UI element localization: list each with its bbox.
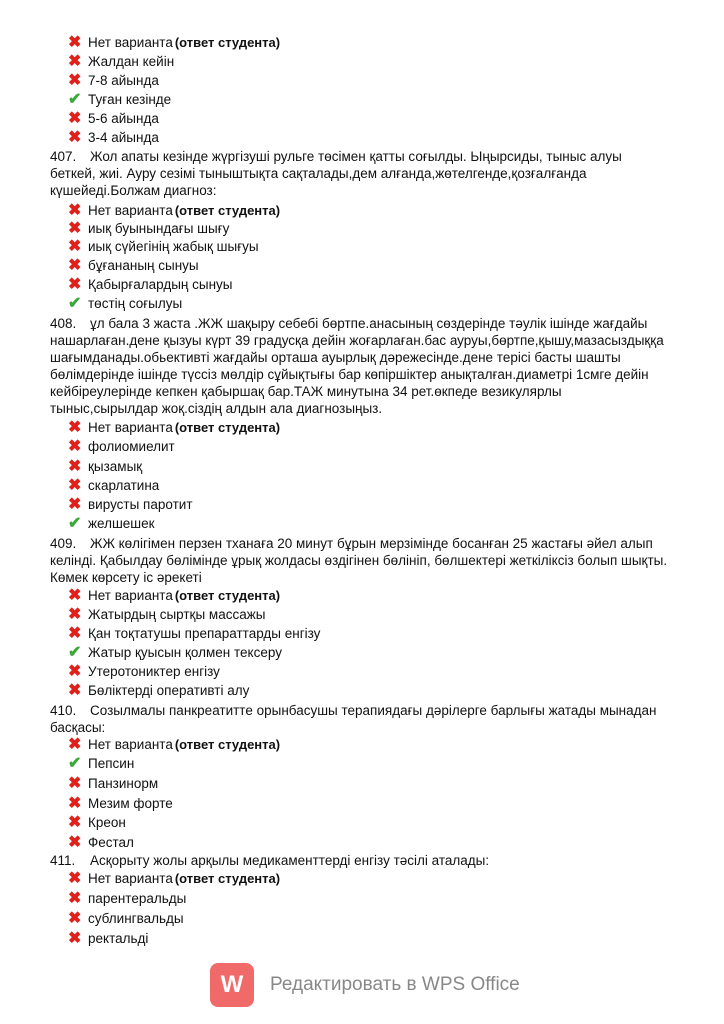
wps-edit-label: Редактировать в WPS Office xyxy=(270,974,520,995)
option-408-3: ✖ қызамық xyxy=(68,458,143,475)
option-410-3: ✖ Панзинорм xyxy=(68,775,159,792)
wps-logo-icon: W xyxy=(210,963,254,1007)
question-411: 411. Асқорыту жолы арқылы медикаменттерді енгізу тәсілі аталады: xyxy=(50,853,490,868)
option-406-6: ✖ 3-4 айында xyxy=(68,129,159,146)
wrong-mark-icon: ✖ xyxy=(68,202,82,219)
option-406-2: ✖ Жалдан кейін xyxy=(68,53,175,70)
option-409-2: ✖ Жатырдың сыртқы массажы xyxy=(68,606,266,623)
option-411-4: ✖ ректальді xyxy=(68,930,149,947)
question-409: 409. ЖЖ көлігімен перзен тханаға 20 минут бұрын мерзімінде босанған 25 жастағы әйел алып келінді. Қабылдау бөлімінде ұрық жолдасы өздігінен бөлініп, бөлшектері жеткіліксіз болып шықты. Көмек көрсету іс әрекеті xyxy=(50,536,668,585)
option-409-3: ✖ Қан тоқтатушы препараттарды енгізу xyxy=(68,625,321,642)
wrong-mark-icon: ✖ xyxy=(68,930,82,947)
option-406-3: ✖ 7-8 айында xyxy=(68,72,159,89)
wrong-mark-icon: ✖ xyxy=(68,910,82,927)
wrong-mark-icon: ✖ xyxy=(68,220,82,237)
wrong-mark-icon: ✖ xyxy=(68,870,82,887)
wrong-mark-icon: ✖ xyxy=(68,775,82,792)
option-406-5: ✖ 5-6 айында xyxy=(68,110,159,127)
wrong-mark-icon: ✖ xyxy=(68,625,82,642)
wrong-mark-icon: ✖ xyxy=(68,458,82,475)
option-408-4: ✖ скарлатина xyxy=(68,477,160,494)
check-mark-icon: ✔ xyxy=(68,515,82,532)
check-mark-icon: ✔ xyxy=(68,755,82,772)
option-406-1: ✖ Нет варианта (ответ студента) xyxy=(68,34,281,51)
wps-edit-banner[interactable] xyxy=(210,962,530,1008)
question-410: 410. Созылмалы панкреатитте орынбасушы терапиядағы дәрілерге барлығы жатады мынадан басқасы: xyxy=(50,703,657,735)
wrong-mark-icon: ✖ xyxy=(68,129,82,146)
check-mark-icon: ✔ xyxy=(68,295,82,312)
wrong-mark-icon: ✖ xyxy=(68,890,82,907)
option-406-4: ✔ Туған кезінде xyxy=(68,91,172,108)
option-407-5: ✖ Қабырғалардың сынуы xyxy=(68,276,233,293)
option-408-2: ✖ фолиомиелит xyxy=(68,438,175,455)
wrong-mark-icon: ✖ xyxy=(68,110,82,127)
check-mark-icon: ✔ xyxy=(68,91,82,108)
wrong-mark-icon: ✖ xyxy=(68,496,82,513)
wrong-mark-icon: ✖ xyxy=(68,72,82,89)
option-411-2: ✖ парентеральды xyxy=(68,890,187,907)
wrong-mark-icon: ✖ xyxy=(68,663,82,680)
option-407-4: ✖ бұғананың сынуы xyxy=(68,257,199,274)
option-408-6: ✔ желшешек xyxy=(68,515,155,532)
wrong-mark-icon: ✖ xyxy=(68,257,82,274)
wrong-mark-icon: ✖ xyxy=(68,606,82,623)
wrong-mark-icon: ✖ xyxy=(68,587,82,604)
check-mark-icon: ✔ xyxy=(68,644,82,661)
option-410-6: ✖ Фестал xyxy=(68,834,134,851)
wrong-mark-icon: ✖ xyxy=(68,736,82,753)
option-411-3: ✖ сублингвальды xyxy=(68,910,184,927)
wrong-mark-icon: ✖ xyxy=(68,419,82,436)
wrong-mark-icon: ✖ xyxy=(68,53,82,70)
question-407: 407. Жол апаты кезінде жүргізуші рульге төсімен қатты соғылды. Ыңырсиды, тыныс алуы беткей, жиі. Ауру сезімі тыныштықта сақталады,дем алғанда,жөтелгенде,қозғалғанда күшейеді.Болжам диагноз: xyxy=(50,149,622,198)
wrong-mark-icon: ✖ xyxy=(68,682,82,699)
wrong-mark-icon: ✖ xyxy=(68,477,82,494)
option-407-2: ✖ иық буынындағы шығу xyxy=(68,220,230,237)
wrong-mark-icon: ✖ xyxy=(68,834,82,851)
wrong-mark-icon: ✖ xyxy=(68,795,82,812)
wrong-mark-icon: ✖ xyxy=(68,34,82,51)
option-411-1: ✖ Нет варианта (ответ студента) xyxy=(68,870,281,887)
option-409-1: ✖ Нет варианта (ответ студента) xyxy=(68,587,281,604)
option-409-4: ✔ Жатыр қуысын қолмен тексеру xyxy=(68,644,282,661)
option-408-5: ✖ вирусты паротит xyxy=(68,496,193,513)
option-407-6: ✔ төстің соғылуы xyxy=(68,295,183,312)
option-408-1: ✖ Нет варианта (ответ студента) xyxy=(68,419,281,436)
option-410-1: ✖ Нет варианта (ответ студента) xyxy=(68,736,281,753)
wrong-mark-icon: ✖ xyxy=(68,276,82,293)
option-410-5: ✖ Креон xyxy=(68,814,126,831)
option-410-2: ✔ Пепсин xyxy=(68,755,135,772)
option-409-5: ✖ Утеротониктер енгізу xyxy=(68,663,220,680)
option-407-1: ✖ Нет варианта (ответ студента) xyxy=(68,202,281,219)
option-407-3: ✖ иық сүйегінің жабық шығуы xyxy=(68,238,259,255)
option-409-6: ✖ Бөліктерді оперативті алу xyxy=(68,682,250,699)
wrong-mark-icon: ✖ xyxy=(68,814,82,831)
wrong-mark-icon: ✖ xyxy=(68,438,82,455)
question-408: 408. ұл бала 3 жаста .ЖЖ шақыру себебі бөртпе.анасының сөздерінде тәулік ішінде жағдайы нашарлаған.дене қызуы күрт 39 градусқа дейін жоғарлаған.бас ауруы,бөртпе,қышу,мазасыздыққа шағымданады.обьективті жағдайы орташа ауырлық дәрежесінде.дене терісі басты шашты бөлімдерінде ішінде түссіз мөлдір сұйықтығы бар көпіршіктер анықталған.диаметрі 1смге дейін кейбіреулерінде кепкен қабыршақ бар.ТАЖ минутына 34 рет.өкпеде везикулярлы тыныс,сырылдар жоқ.сіздің алдын ала диагнозыңыз. xyxy=(50,316,664,416)
option-410-4: ✖ Мезим форте xyxy=(68,795,173,812)
wrong-mark-icon: ✖ xyxy=(68,238,82,255)
